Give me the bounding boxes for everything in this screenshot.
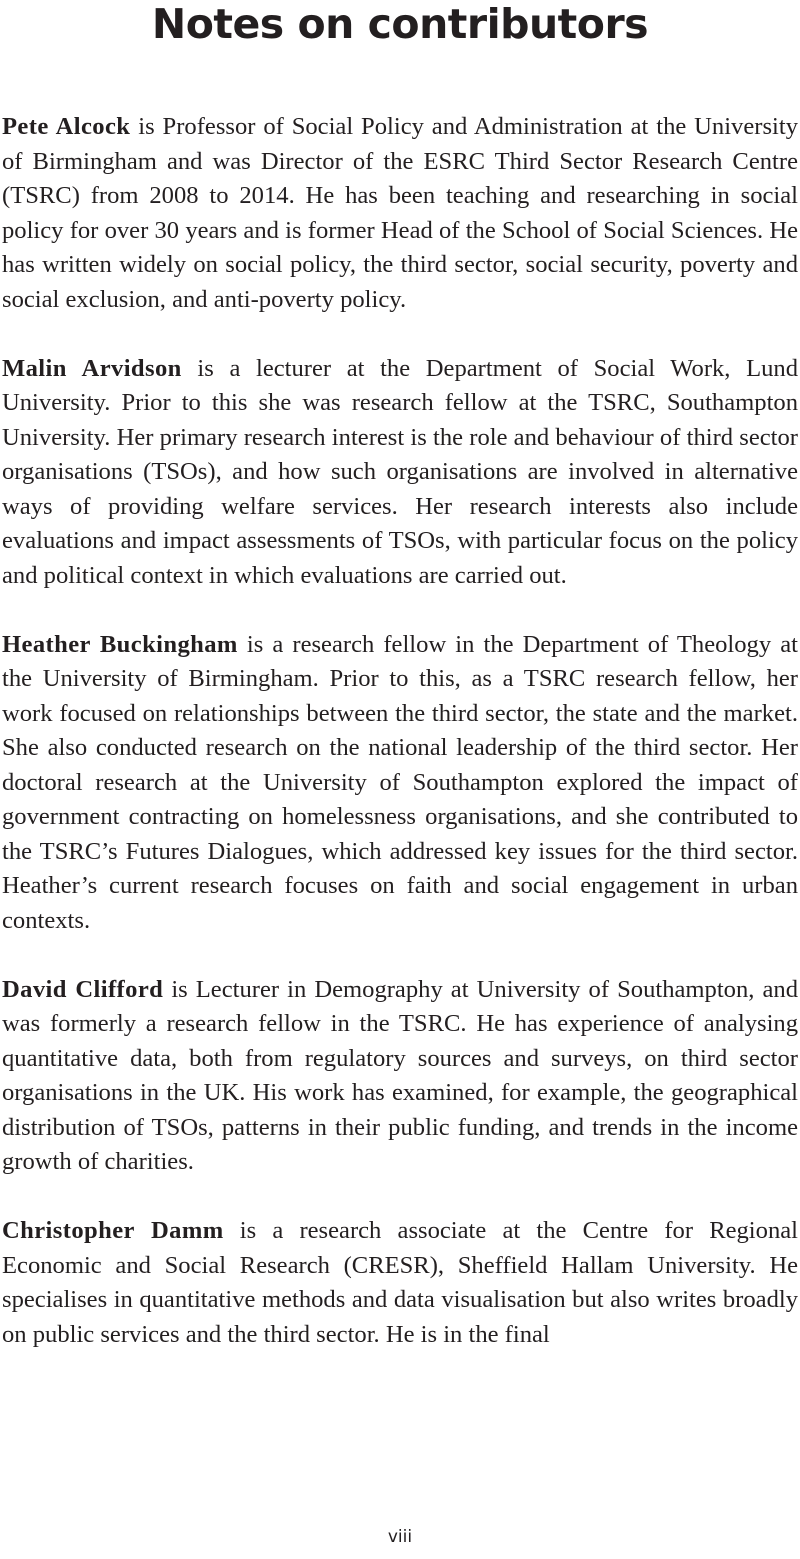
contributor-list <box>2 110 798 1387</box>
contributor-name: Pete Alcock <box>2 113 131 140</box>
page-number: viii <box>387 1527 413 1547</box>
contributor-entry <box>2 110 798 317</box>
contributor-entry <box>2 1214 798 1352</box>
contributor-name: Christopher Damm <box>2 1217 224 1244</box>
contributor-bio: is Professor of Social Policy and Administration at the University of Birmingham and was Director of the ESRC Third Sector Research Centre (TSRC) from 2008 to 2014. He has been teaching and researching in social policy for over 30 years and is former Head of the School of Social Sciences. He has written widely on social policy, the third sector, social security, poverty and social exclusion, and anti-poverty policy. <box>2 113 798 313</box>
contributor-name: Malin Arvidson <box>2 354 182 382</box>
contributor-bio: is a research associate at the Centre for Regional Economic and Social Research (CRESR), Sheffield Hallam University. He specialises in quantitative methods and data visualisation but also writes broadly on public services and the third sector. He is in the final <box>2 1217 798 1348</box>
page-title: Notes on contributors <box>151 0 649 48</box>
contributor-entry <box>2 973 798 1180</box>
contributor-entry <box>2 352 798 594</box>
contributor-name: David Clifford <box>2 975 164 1003</box>
contributor-bio: is Lecturer in Demography at University of Southampton, and was formerly a research fellow in the TSRC. He has experience of analysing quantitative data, both from regulatory sources and surveys, on third sector organisations in the UK. His work has examined, for example, the geographical distribution of TSOs, patterns in their public funding, and trends in the income growth of charities. <box>2 975 798 1175</box>
contributor-bio: is a research fellow in the Department of Theology at the University of Birmingham. Prior to this, as a TSRC research fellow, her work focused on relationships between the third sector, the state and the market. She also conducted research on the national leadership of the third sector. Her doctoral research at the University of Southampton explored the impact of government contracting on homelessness organisations, and she contributed to the TSRC’s Futures Dialogues, which addressed key issues for the third sector. Heather’s current research focuses on faith and social engagement in urban contexts. <box>2 630 798 934</box>
contributor-bio: is a lecturer at the Department of Social Work, Lund University. Prior to this she was research fellow at the TSRC, Southampton University. Her primary research interest is the role and behaviour of third sector organisations (TSOs), and how such organisations are involved in alternative ways of providing welfare services. Her research interests also include evaluations and impact assessments of TSOs, with particular focus on the policy and political context in which evaluations are carried out. <box>2 354 798 589</box>
contributor-name: Heather Buckingham <box>2 630 238 658</box>
contributor-entry <box>2 628 798 939</box>
